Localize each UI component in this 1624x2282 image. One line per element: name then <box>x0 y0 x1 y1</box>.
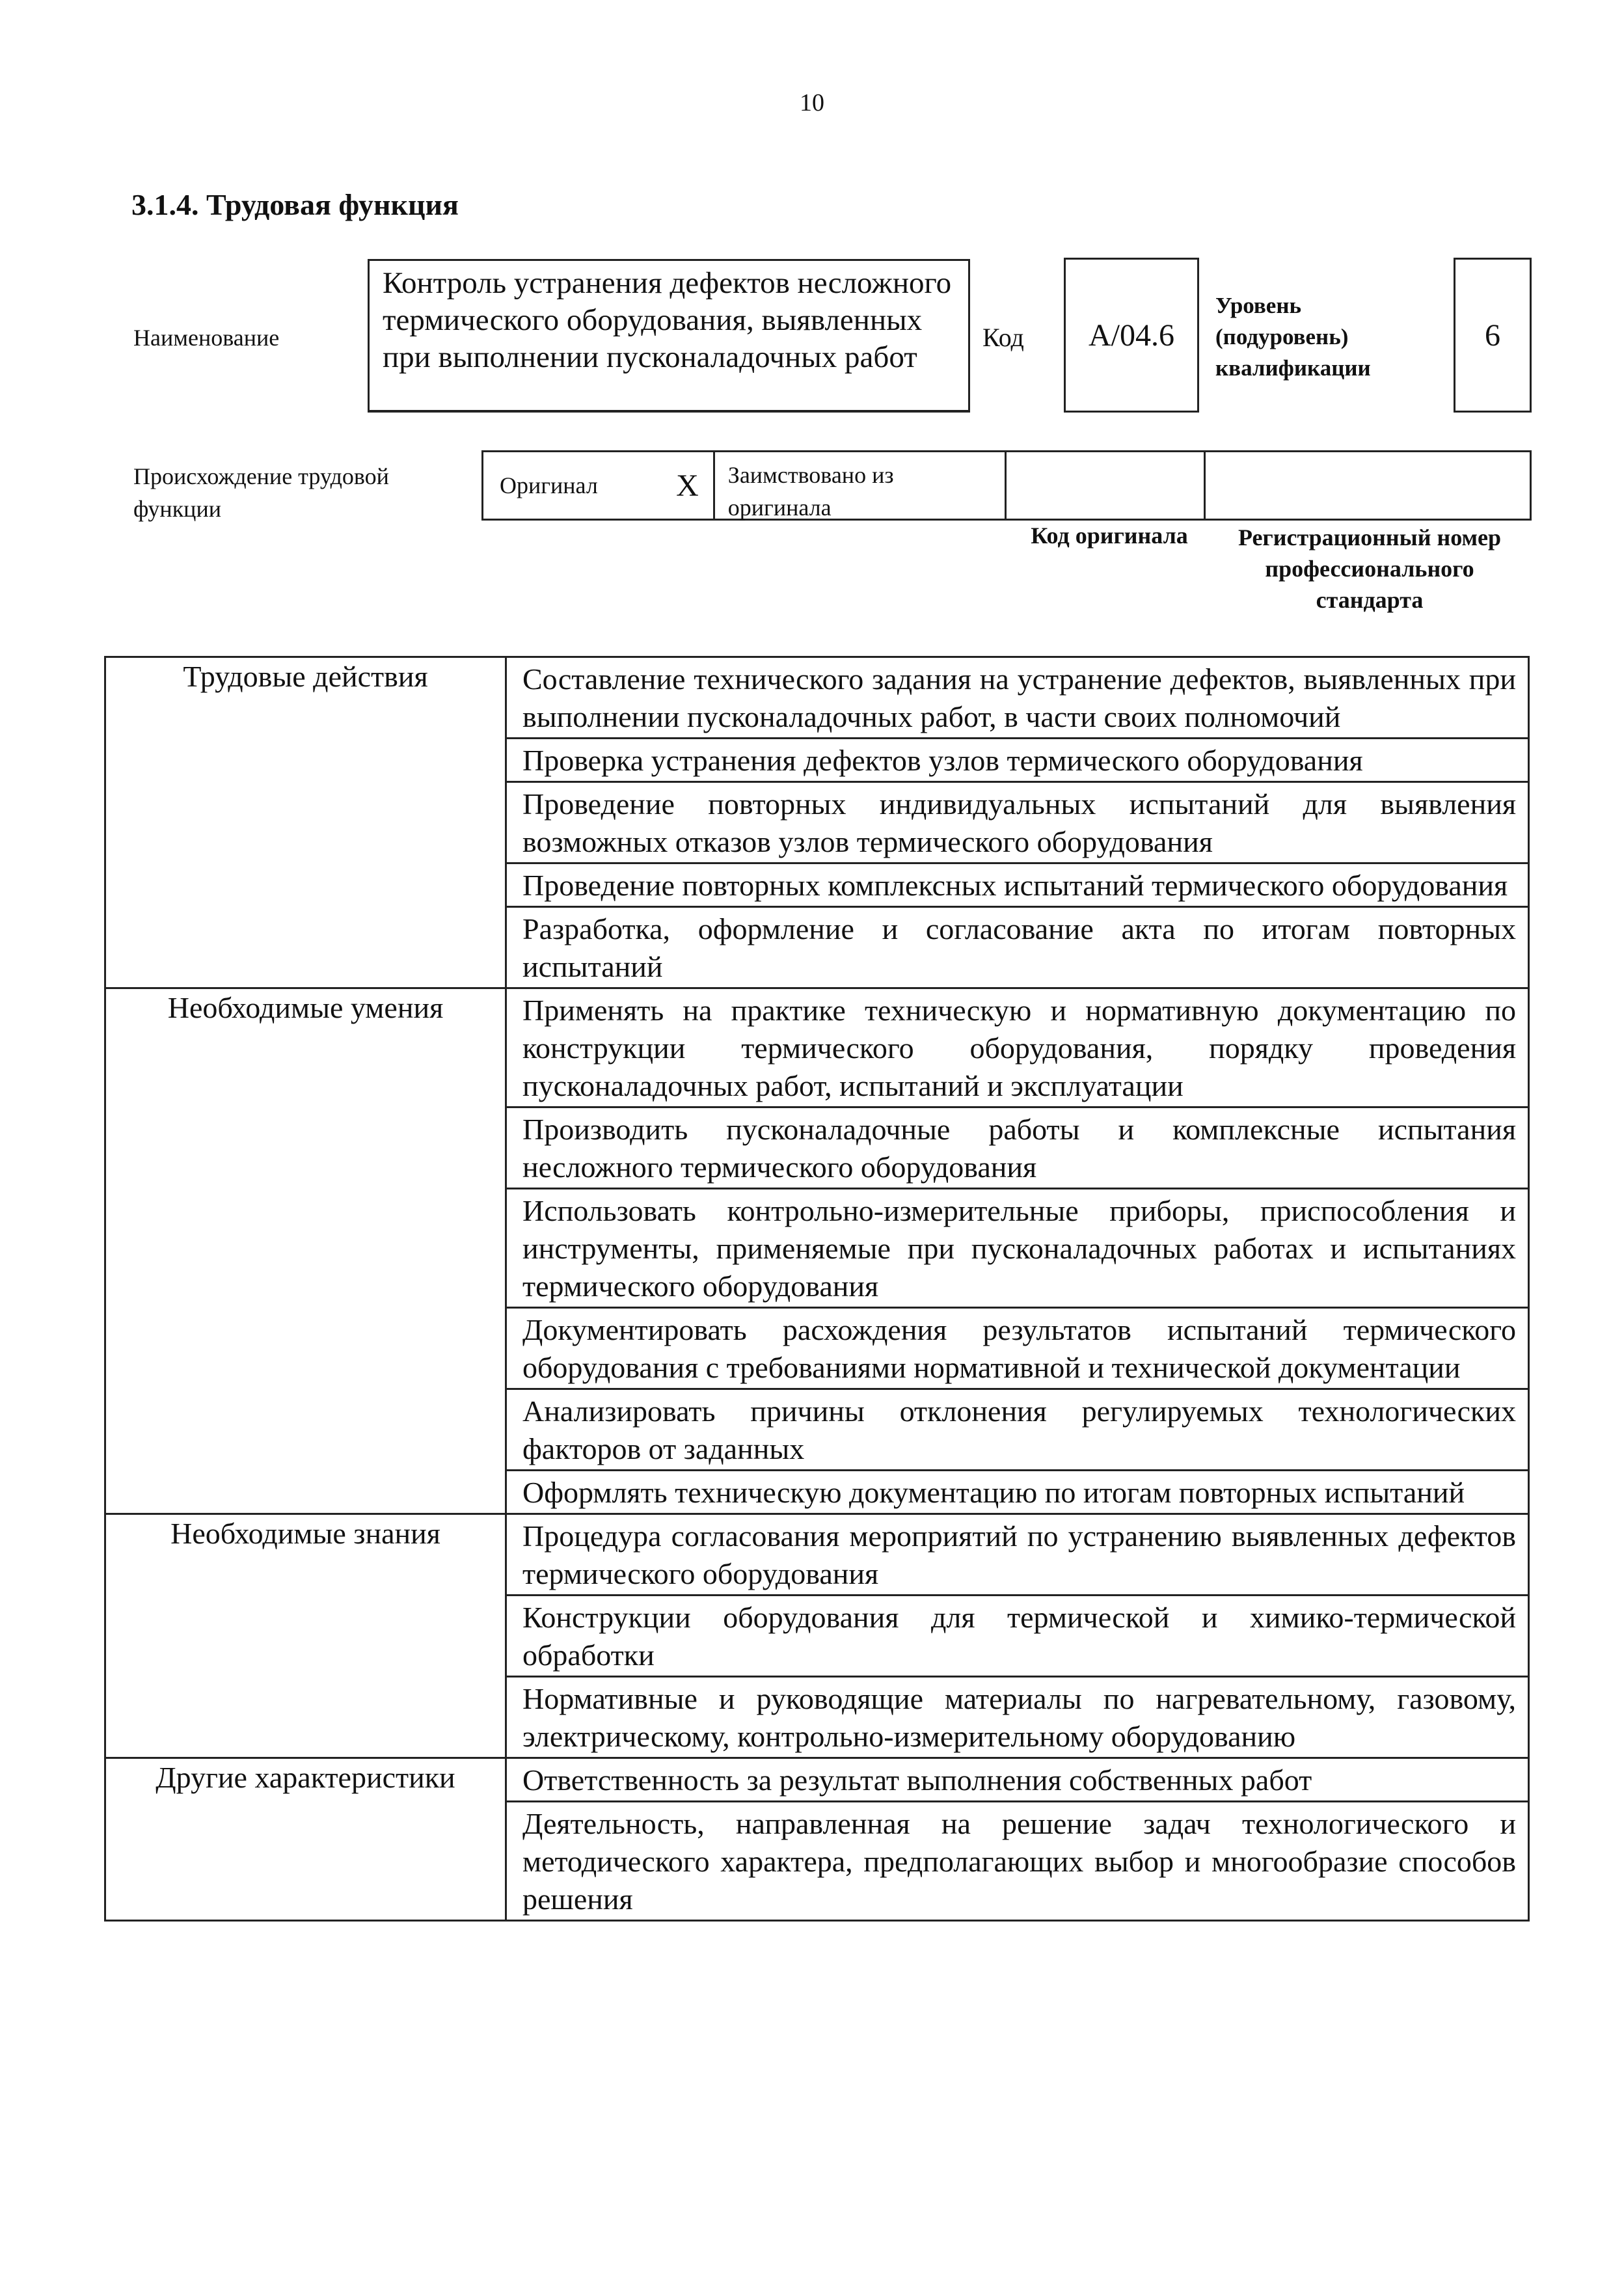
section-item-cell: Проверка устранения дефектов узлов термического оборудования <box>506 739 1529 782</box>
level-value: 6 <box>1485 318 1500 353</box>
section-item-cell: Проведение повторных индивидуальных испытаний для выявления возможных отказов узлов термического оборудования <box>506 782 1529 863</box>
level-box <box>1454 258 1532 413</box>
section-title-cell: Другие характеристики <box>105 1758 506 1921</box>
section-title-cell: Трудовые действия <box>105 657 506 988</box>
section-item-cell: Составление технического задания на устранение дефектов, выявленных при выполнении пусконаладочных работ, в части своих полномочий <box>506 657 1529 739</box>
origin-original-cell <box>483 452 715 519</box>
origin-borrowed-cell: Заимствовано из оригинала <box>715 452 1007 519</box>
original-code-cell <box>1007 452 1206 519</box>
section-item-cell: Разработка, оформление и согласование акта по итогам повторных испытаний <box>506 907 1529 988</box>
section-item-cell: Производить пусконаладочные работы и комплексные испытания несложного термического оборудования <box>506 1107 1529 1189</box>
reg-number-caption: Регистрационный номер профессионального стандарта <box>1238 524 1502 613</box>
original-mark: X <box>676 468 699 503</box>
table-row <box>105 988 1529 1107</box>
section-item-cell: Документировать расхождения результатов испытаний термического оборудования с требованиями нормативной и технической документации <box>506 1308 1529 1389</box>
code-label: Код <box>982 323 1024 352</box>
original-code-caption: Код оригинала <box>1031 523 1188 549</box>
name-label: Наименование <box>133 325 280 351</box>
section-title-cell: Необходимые знания <box>105 1514 506 1758</box>
section-item-cell: Деятельность, направленная на решение задач технологического и методического характера, предполагающих выбор и многообразие способов решения <box>506 1802 1529 1921</box>
section-item-cell: Проведение повторных комплексных испытаний термического оборудования <box>506 863 1529 907</box>
section-title: 3.1.4. Трудовая функция <box>131 188 459 221</box>
table-row <box>105 1758 1529 1802</box>
page-number: 10 <box>800 89 824 116</box>
origin-label: Происхождение трудовой функции <box>133 463 389 522</box>
reg-number-cell <box>1206 452 1530 519</box>
section-item-cell: Использовать контрольно-измерительные приборы, приспособления и инструменты, применяемые при пусконаладочных работах и испытаниях термического оборудования <box>506 1189 1529 1308</box>
original-label: Оригинал <box>500 472 598 498</box>
table-row <box>105 657 1529 739</box>
function-table <box>104 656 1530 1922</box>
code-value: A/04.6 <box>1089 318 1174 353</box>
section-item-cell: Оформлять техническую документацию по итогам повторных испытаний <box>506 1471 1529 1514</box>
section-item-cell: Ответственность за результат выполнения собственных работ <box>506 1758 1529 1802</box>
origin-row <box>481 450 1532 521</box>
level-label: Уровень (подуровень) квалификации <box>1215 293 1371 381</box>
table-row <box>105 1514 1529 1596</box>
section-item-cell: Анализировать причины отклонения регулируемых технологических факторов от заданных <box>506 1389 1529 1471</box>
section-title-cell: Необходимые умения <box>105 988 506 1514</box>
section-item-cell: Нормативные и руководящие материалы по нагревательному, газовому, электрическому, контрольно-измерительному оборудованию <box>506 1677 1529 1758</box>
section-item-cell: Процедура согласования мероприятий по устранению выявленных дефектов термического оборудования <box>506 1514 1529 1596</box>
section-item-cell: Конструкции оборудования для термической и химико-термической обработки <box>506 1596 1529 1677</box>
function-name-box: Контроль устранения дефектов несложного термического оборудования, выявленных при выполнении пусконаладочных работ <box>368 259 970 413</box>
code-box <box>1064 258 1199 413</box>
section-item-cell: Применять на практике техническую и нормативную документацию по конструкции термического оборудования, порядку проведения пусконаладочных работ, испытаний и эксплуатации <box>506 988 1529 1107</box>
